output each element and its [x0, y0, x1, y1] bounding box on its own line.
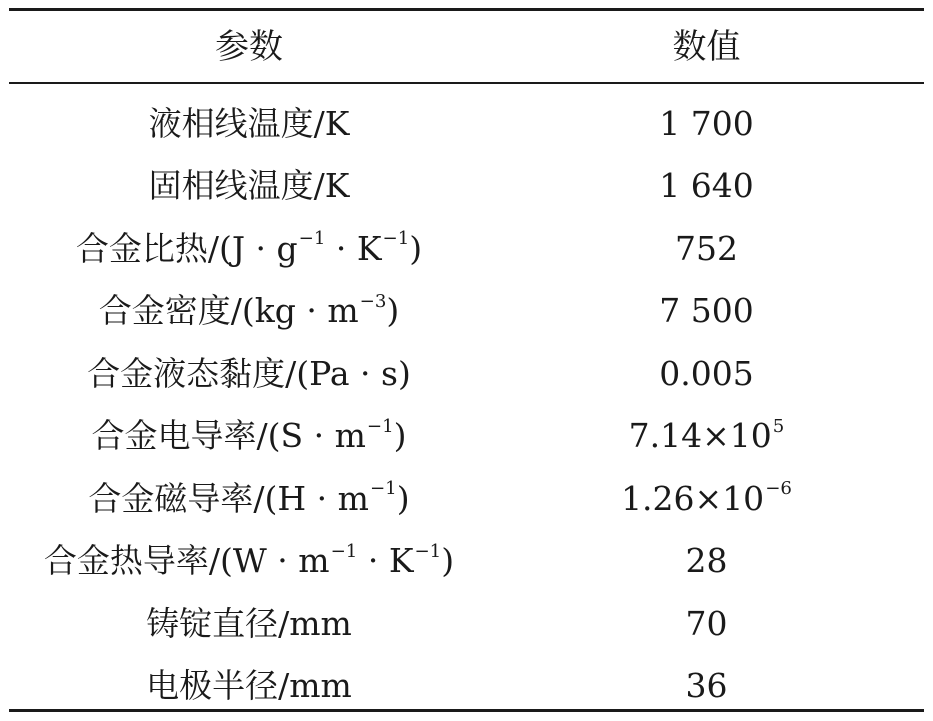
value-cell: [489, 103, 924, 143]
text-segment: ): [396, 478, 410, 518]
text-segment: 电极半径/mm: [146, 666, 352, 706]
parameter-cell: [9, 666, 489, 706]
text-segment: 合金热导率/(W · m: [43, 541, 330, 581]
text-segment: 752: [675, 228, 738, 268]
value-cell: [489, 541, 924, 581]
parameter-cell: [9, 103, 489, 143]
header-value: 数值: [672, 26, 741, 67]
parameter-cell: [9, 478, 489, 518]
text-segment: 合金电导率/(S · m: [91, 416, 366, 456]
table-row: [9, 342, 924, 405]
text-segment: 1 640: [659, 166, 754, 206]
text-segment: 36: [685, 666, 728, 706]
text-segment: 1 700: [659, 103, 754, 143]
table-row: [9, 530, 924, 593]
text-segment: 固相线温度/K: [148, 166, 350, 206]
superscript-exponent: −1: [298, 228, 326, 250]
table-row: [9, 592, 924, 655]
value-cell: [489, 478, 924, 518]
text-segment: 合金密度/(kg · m: [98, 291, 359, 331]
text-segment: ): [441, 541, 455, 581]
value-cell: [489, 415, 924, 456]
text-segment: ): [409, 228, 423, 268]
superscript-exponent: −1: [366, 415, 394, 437]
text-segment: 液相线温度/K: [148, 103, 350, 143]
parameter-cell: [9, 166, 489, 206]
value-cell: [489, 603, 924, 643]
table-bottom-rule: [9, 709, 924, 712]
superscript-exponent: −1: [330, 540, 358, 562]
superscript-exponent: −1: [382, 228, 410, 250]
text-segment: 7.14×10: [628, 416, 772, 456]
header-parameter: 参数: [215, 26, 283, 67]
value-cell: [489, 228, 924, 268]
text-segment: ): [393, 416, 407, 456]
text-segment: 7 500: [659, 291, 754, 331]
text-segment: 合金比热/(J · g: [75, 228, 298, 268]
text-segment: 70: [685, 603, 728, 643]
parameter-cell: [9, 603, 489, 643]
parameter-cell: [9, 540, 489, 581]
table-row: [9, 92, 924, 155]
text-segment: · K: [325, 228, 382, 268]
parameter-cell: [9, 353, 489, 393]
table-row: [9, 280, 924, 343]
superscript-exponent: −6: [765, 478, 792, 500]
table-row: [9, 655, 924, 718]
parameter-table: [9, 8, 924, 712]
text-segment: 1.26×10: [621, 478, 765, 518]
parameter-cell: [9, 415, 489, 456]
superscript-exponent: −1: [414, 540, 442, 562]
superscript-exponent: 5: [772, 415, 785, 437]
text-segment: 28: [685, 541, 728, 581]
text-segment: 合金液态黏度/(Pa · s): [87, 353, 411, 393]
table-row: [9, 155, 924, 218]
table-row: [9, 467, 924, 530]
superscript-exponent: −1: [369, 478, 397, 500]
text-segment: ): [386, 291, 400, 331]
value-cell: [489, 353, 924, 393]
parameter-cell: [9, 228, 489, 268]
table-header-row: [9, 11, 924, 82]
superscript-exponent: −3: [359, 290, 387, 312]
text-segment: 0.005: [659, 353, 754, 393]
text-segment: 合金磁导率/(H · m: [88, 478, 369, 518]
table-row: [9, 217, 924, 280]
value-cell: [489, 666, 924, 706]
text-segment: 铸锭直径/mm: [146, 603, 352, 643]
table-row: [9, 405, 924, 468]
value-cell: [489, 291, 924, 331]
value-cell: [489, 166, 924, 206]
table-body: [9, 84, 924, 709]
text-segment: · K: [357, 541, 414, 581]
parameter-cell: [9, 290, 489, 331]
